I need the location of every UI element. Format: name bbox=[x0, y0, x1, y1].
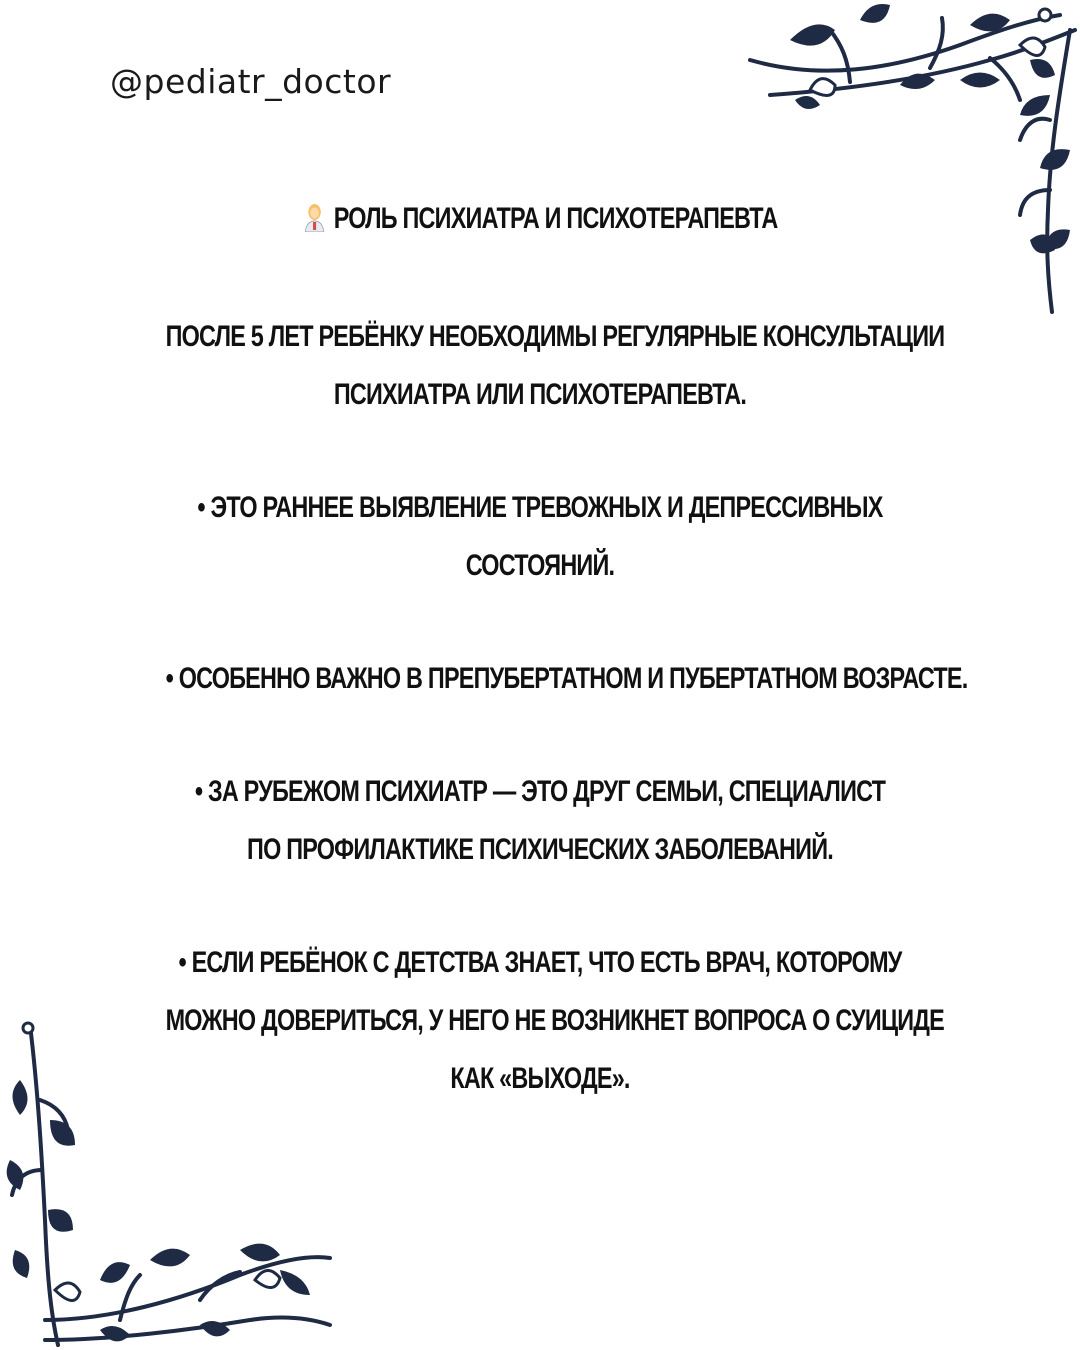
bullet-item-2 bbox=[165, 650, 968, 708]
text-line: ПОСЛЕ 5 ЛЕТ РЕБЁНКУ НЕОБХОДИМЫ РЕГУЛЯРНЫЕ КОНСУЛЬТАЦИИ bbox=[165, 320, 945, 353]
text-line: • ОСОБЕННО ВАЖНО В ПРЕПУБЕРТАТНОМ И ПУБЕРТАТНОМ ВОЗРАСТЕ. bbox=[165, 662, 968, 695]
text-line: • ЗА РУБЕЖОМ ПСИХИАТР — ЭТО ДРУГ СЕМЬИ, СПЕЦИАЛИСТ bbox=[194, 775, 886, 808]
text-line: СОСТОЯНИЙ. bbox=[465, 549, 615, 582]
text-line: КАК «ВЫХОДЕ». bbox=[450, 1062, 630, 1095]
account-handle: @pediatr_doctor bbox=[110, 62, 392, 101]
text-line: • ЭТО РАННЕЕ ВЫЯВЛЕНИЕ ТРЕВОЖНЫХ И ДЕПРЕССИВНЫХ bbox=[197, 491, 883, 524]
bullet-item-4 bbox=[165, 934, 945, 1108]
text-line: МОЖНО ДОВЕРИТЬСЯ, У НЕГО НЕ ВОЗНИКНЕТ ВОПРОСА О СУИЦИДЕ bbox=[165, 1004, 945, 1037]
text-line: ПО ПРОФИЛАКТИКЕ ПСИХИЧЕСКИХ ЗАБОЛЕВАНИЙ. bbox=[247, 833, 833, 866]
page-title bbox=[166, 190, 915, 248]
main-content bbox=[60, 190, 1020, 1163]
paragraph-1 bbox=[165, 308, 945, 424]
bullet-item-3 bbox=[166, 763, 915, 879]
page-title-text: РОЛЬ ПСИХИАТРА И ПСИХОТЕРАПЕВТА bbox=[333, 202, 778, 235]
bullet-item-1 bbox=[166, 479, 915, 595]
text-line: ПСИХИАТРА ИЛИ ПСИХОТЕРАПЕВТА. bbox=[333, 378, 747, 411]
woman-health-worker-icon bbox=[303, 202, 326, 232]
text-line: • ЕСЛИ РЕБЁНОК С ДЕТСТВА ЗНАЕТ, ЧТО ЕСТЬ ВРАЧ, КОТОРОМУ bbox=[178, 946, 902, 979]
